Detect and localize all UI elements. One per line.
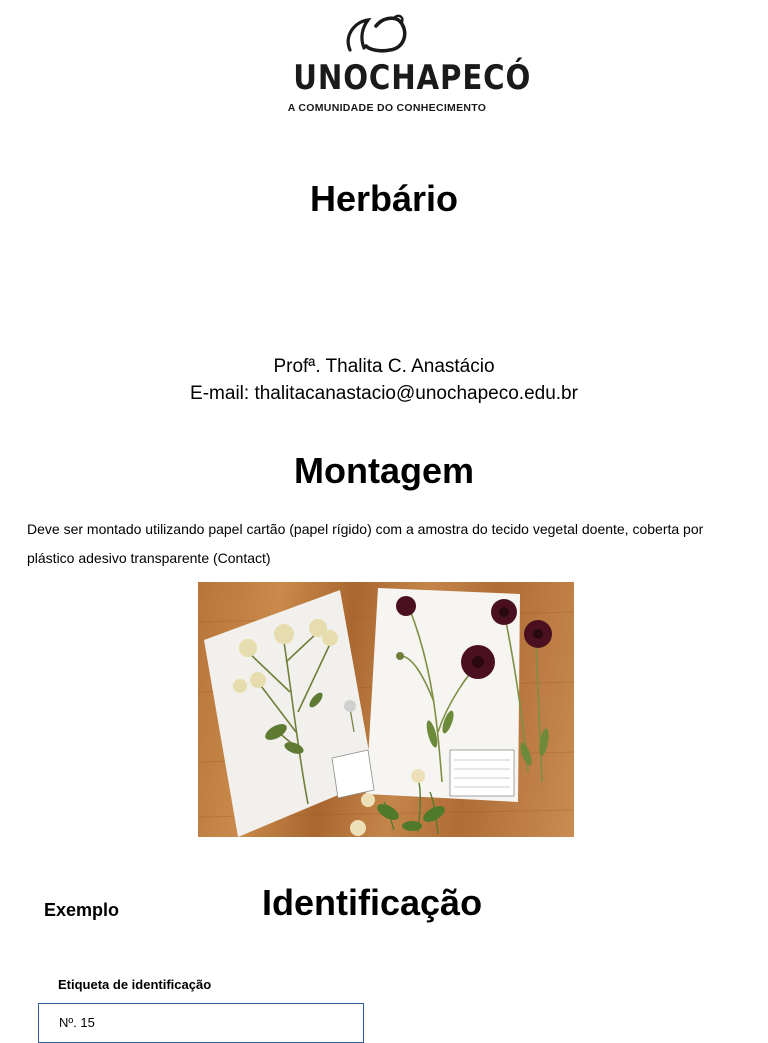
section-title-montagem: Montagem <box>294 450 474 491</box>
identification-label-title: Etiqueta de identificação <box>58 977 212 992</box>
identification-label-box <box>38 1003 364 1043</box>
logo-swoosh-icon <box>340 14 422 56</box>
herbarium-illustration <box>198 582 574 837</box>
section-title-identificacao: Identificação <box>262 882 483 923</box>
montagem-description: Deve ser montado utilizando papel cartão (papel rígido) com a amostra do tecido vegetal doente, coberta por plástico adesivo transparente (Contact) <box>27 521 704 566</box>
page-title: Herbário <box>309 178 459 219</box>
specimen-number: Nº. 15 <box>59 1015 95 1030</box>
university-logo <box>278 14 532 116</box>
professor-email: E-mail: thalitacanastacio@unochapeco.edu.br <box>190 383 578 404</box>
logo-wordmark: UNOCHAPECÓ <box>293 58 532 98</box>
logo-tagline: A COMUNIDADE DO CONHECIMENTO <box>287 102 487 114</box>
professor-name: Profª. Thalita C. Anastácio <box>273 356 495 377</box>
pressed-plants-photo <box>198 582 574 837</box>
example-label: Exemplo <box>44 900 120 920</box>
